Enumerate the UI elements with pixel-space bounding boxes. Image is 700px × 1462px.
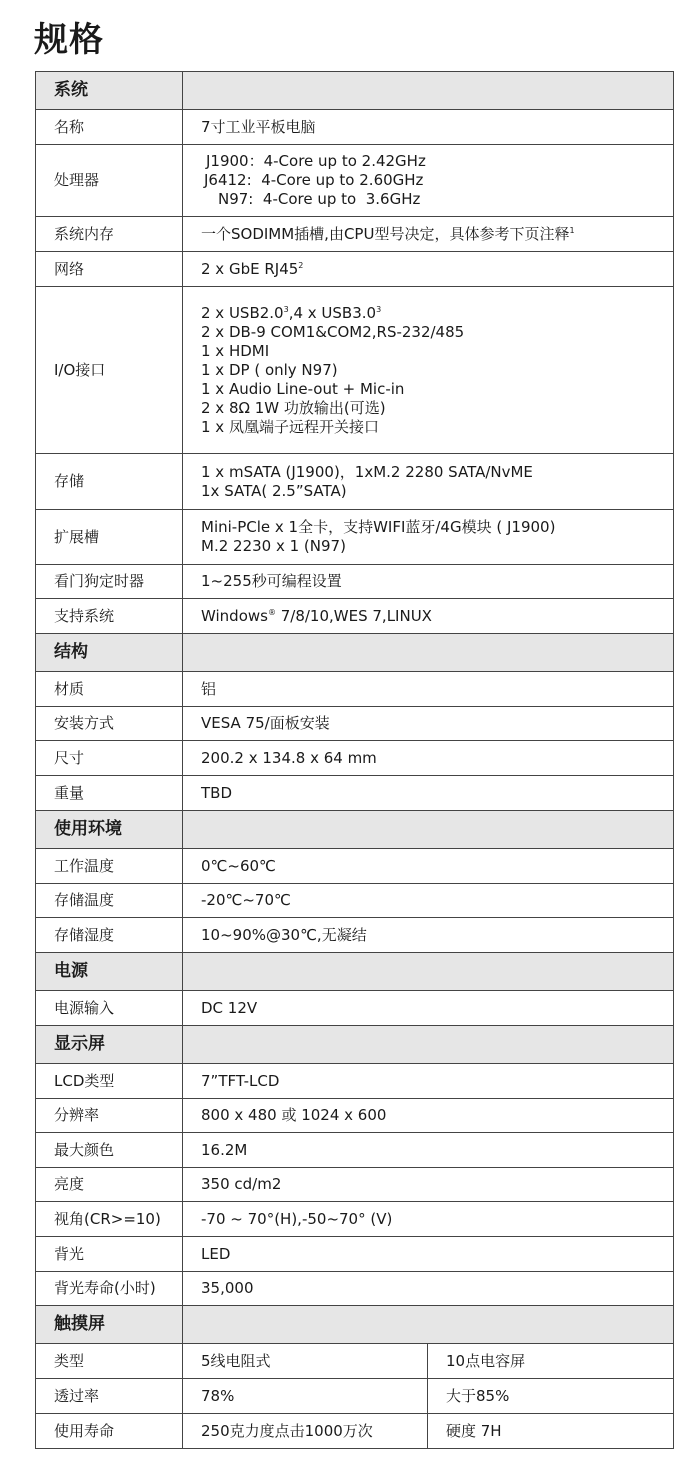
row-label: 类型 bbox=[36, 1344, 183, 1379]
row-label: 安装方式 bbox=[36, 707, 183, 741]
section-title-touch: 触摸屏 bbox=[36, 1306, 183, 1344]
row-label: 材质 bbox=[36, 672, 183, 707]
page-title: 规格 bbox=[34, 20, 104, 60]
processor-line: J6412: 4-Core up to 2.60GHz bbox=[204, 171, 424, 189]
table-row bbox=[36, 918, 674, 953]
section-header bbox=[36, 72, 674, 110]
section-header bbox=[36, 1026, 674, 1064]
row-value bbox=[183, 510, 674, 565]
row-label: 分辨率 bbox=[36, 1099, 183, 1133]
table-row bbox=[36, 599, 674, 634]
io-line: 1 x 凤凰端子远程开关接口 bbox=[201, 417, 379, 436]
row-label: 背光寿命(小时) bbox=[36, 1272, 183, 1306]
table-row bbox=[36, 849, 674, 884]
io-line: 1 x HDMI bbox=[201, 341, 270, 360]
os-value: 7/8/10,WES 7,LINUX bbox=[275, 606, 432, 625]
registered-mark: ® bbox=[267, 607, 276, 617]
row-label: LCD类型 bbox=[36, 1064, 183, 1099]
row-value: 5线电阻式 bbox=[183, 1344, 428, 1379]
row-label: 存储湿度 bbox=[36, 918, 183, 953]
row-label: 支持系统 bbox=[36, 599, 183, 634]
section-title-system: 系统 bbox=[36, 72, 183, 110]
row-value: 200.2 x 134.8 x 64 mm bbox=[183, 741, 674, 776]
row-value: DC 12V bbox=[183, 991, 674, 1026]
row-value-alt: 10点电容屏 bbox=[428, 1344, 674, 1379]
row-label: 重量 bbox=[36, 776, 183, 811]
footnote-marker: 3 bbox=[283, 304, 289, 314]
table-row bbox=[36, 884, 674, 918]
row-label: 工作温度 bbox=[36, 849, 183, 884]
row-label: 网络 bbox=[36, 252, 183, 287]
section-header bbox=[36, 634, 674, 672]
table-row bbox=[36, 1064, 674, 1099]
table-row bbox=[36, 1414, 674, 1449]
table-row bbox=[36, 510, 674, 565]
row-label: 最大颜色 bbox=[36, 1133, 183, 1168]
row-value bbox=[183, 145, 674, 217]
table-row bbox=[36, 1344, 674, 1379]
io-line bbox=[201, 304, 673, 323]
row-value: 10~90%@30℃,无凝结 bbox=[183, 918, 674, 953]
network-value: 2 x GbE RJ45 bbox=[201, 259, 299, 278]
row-value: 250克力度点击1000万次 bbox=[183, 1414, 428, 1449]
row-value: 铝 bbox=[183, 672, 674, 707]
storage-line: 1x SATA( 2.5”SATA) bbox=[201, 481, 347, 500]
row-label: 视角(CR>=10) bbox=[36, 1202, 183, 1237]
row-label: 扩展槽 bbox=[36, 510, 183, 565]
row-label: 电源输入 bbox=[36, 991, 183, 1026]
table-row bbox=[36, 707, 674, 741]
table-row bbox=[36, 1272, 674, 1306]
table-row bbox=[36, 1168, 674, 1202]
io-line: 1 x Audio Line-out + Mic-in bbox=[201, 379, 405, 398]
io-usb2: 2 x USB2.0 bbox=[201, 303, 284, 322]
io-line: 1 x DP ( only N97) bbox=[201, 360, 338, 379]
section-title-power: 电源 bbox=[36, 953, 183, 991]
table-row bbox=[36, 145, 674, 217]
section-header bbox=[36, 953, 674, 991]
row-value: 800 x 480 或 1024 x 600 bbox=[183, 1099, 674, 1133]
row-value bbox=[183, 454, 674, 510]
spec-table bbox=[35, 71, 674, 1449]
row-value: 1~255秒可编程设置 bbox=[183, 565, 674, 599]
memory-value: 一个SODIMM插槽,由CPU型号决定，具体参考下页注释 bbox=[201, 224, 570, 243]
table-row bbox=[36, 217, 674, 252]
os-value: Windows bbox=[201, 606, 268, 625]
row-value: LED bbox=[183, 1237, 674, 1272]
row-label: 处理器 bbox=[36, 145, 183, 217]
processor-line: N97: 4-Core up to 3.6GHz bbox=[218, 190, 421, 208]
section-header bbox=[36, 811, 674, 849]
row-value-alt: 硬度 7H bbox=[428, 1414, 674, 1449]
io-usb3: ,4 x USB3.0 bbox=[288, 303, 377, 322]
row-label: 使用寿命 bbox=[36, 1414, 183, 1449]
row-value: 35,000 bbox=[183, 1272, 674, 1306]
row-label: 背光 bbox=[36, 1237, 183, 1272]
row-value-alt: 大于85% bbox=[428, 1379, 674, 1414]
row-value: TBD bbox=[183, 776, 674, 811]
table-row bbox=[36, 252, 674, 287]
section-title-structure: 结构 bbox=[36, 634, 183, 672]
table-row bbox=[36, 110, 674, 145]
table-row bbox=[36, 1379, 674, 1414]
section-title-environment: 使用环境 bbox=[36, 811, 183, 849]
io-line: 2 x 8Ω 1W 功放输出(可选) bbox=[201, 398, 386, 417]
row-value: 7寸工业平板电脑 bbox=[183, 110, 674, 145]
row-value bbox=[183, 217, 674, 252]
processor-line: J1900：4-Core up to 2.42GHz bbox=[206, 152, 426, 170]
row-label: 系统内存 bbox=[36, 217, 183, 252]
section-title-display: 显示屏 bbox=[36, 1026, 183, 1064]
row-value: 78% bbox=[183, 1379, 428, 1414]
table-row bbox=[36, 287, 674, 454]
row-label: 尺寸 bbox=[36, 741, 183, 776]
row-label: 名称 bbox=[36, 110, 183, 145]
row-value bbox=[183, 287, 674, 454]
io-line: 2 x DB-9 COM1&COM2,RS-232/485 bbox=[201, 322, 465, 341]
row-value: 0℃~60℃ bbox=[183, 849, 674, 884]
table-row bbox=[36, 991, 674, 1026]
row-value: -70 ~ 70°(H),-50~70° (V) bbox=[183, 1202, 674, 1237]
storage-line: 1 x mSATA (J1900)，1xM.2 2280 SATA/NvME bbox=[201, 462, 533, 481]
row-label: 存储 bbox=[36, 454, 183, 510]
row-value: -20℃~70℃ bbox=[183, 884, 674, 918]
row-label: 存储温度 bbox=[36, 884, 183, 918]
table-row bbox=[36, 1202, 674, 1237]
row-label: 透过率 bbox=[36, 1379, 183, 1414]
footnote-marker: 1 bbox=[569, 225, 575, 235]
row-value: VESA 75/面板安装 bbox=[183, 707, 674, 741]
row-label: 亮度 bbox=[36, 1168, 183, 1202]
row-value: 350 cd/m2 bbox=[183, 1168, 674, 1202]
table-row bbox=[36, 1133, 674, 1168]
table-row bbox=[36, 454, 674, 510]
row-label: 看门狗定时器 bbox=[36, 565, 183, 599]
row-value bbox=[183, 252, 674, 287]
row-label: I/O接口 bbox=[36, 287, 183, 454]
table-row bbox=[36, 1099, 674, 1133]
expansion-line: M.2 2230 x 1 (N97) bbox=[201, 537, 346, 555]
table-row bbox=[36, 1237, 674, 1272]
row-value bbox=[183, 599, 674, 634]
footnote-marker: 3 bbox=[376, 304, 382, 314]
table-row bbox=[36, 776, 674, 811]
expansion-line: Mini-PCle x 1全卡，支持WIFI蓝牙/4G模块 ( J1900) bbox=[201, 518, 556, 536]
section-header bbox=[36, 1306, 674, 1344]
table-row bbox=[36, 741, 674, 776]
table-row bbox=[36, 672, 674, 707]
row-value: 16.2M bbox=[183, 1133, 674, 1168]
row-value: 7”TFT-LCD bbox=[183, 1064, 674, 1099]
footnote-marker: 2 bbox=[298, 260, 304, 270]
table-row bbox=[36, 565, 674, 599]
